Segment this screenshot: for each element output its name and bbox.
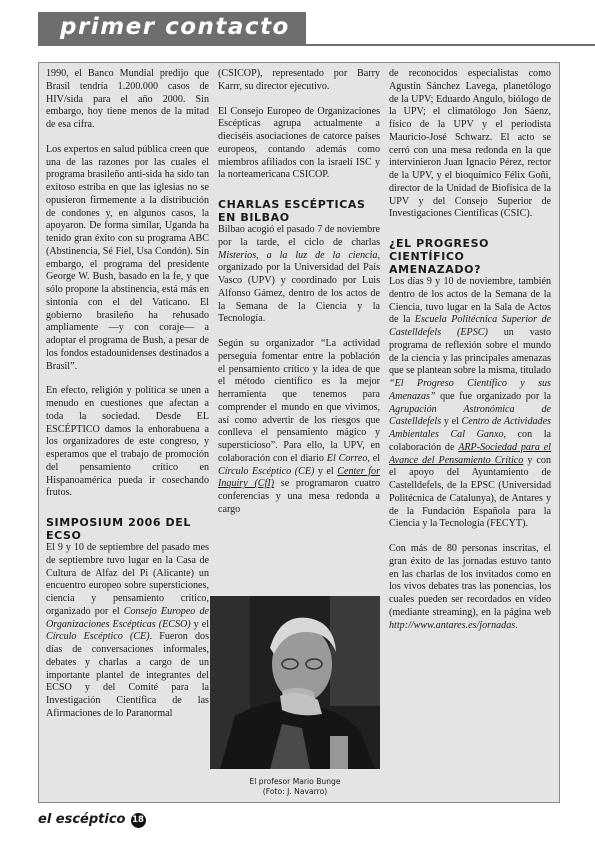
paragraph: Según su organizador “La actividad perseguía fomentar entre la población el pensamiento crítico y la idea de que el método científico es la mejor herramienta que tenemos para comprender el mundo en que vivimos, así como advertir de los riesgos que conlleva el pensamiento mágico y supersticioso”. Para ello, la UPV, en colaboración con el diario El Correo, el Círculo Escéptico (CE) y el Center for Inquiry (CfI) se programaron cuatro conferencias y una mesa redonda a cargo <box>218 338 380 515</box>
section-heading: CHARLAS ESCÉPTICAS EN BILBAO <box>218 198 366 224</box>
section-heading: SIMPOSIUM 2006 DEL ECSO <box>46 516 191 542</box>
paragraph: de reconocidos especialistas como Agustín Sánchez Lavega, planetólogo de la UPV; Eduardo Angulo, biólogo de la UPV; el climatólogo Jon Sáenz, físico de la UPV y el periodista Mauricio-José Schwarz. El acto se cerró con una mesa redonda en la que intervinieron Juan Ignacio Pérez, rector de la UPV, y el bioquímico Félix Goñi, director de la Unidad de Biofísica de la UPV y del Consejo Superior de Investigaciones Científicas (CSIC). <box>389 68 551 220</box>
portrait-illustration <box>210 596 380 769</box>
column-2 <box>218 68 380 517</box>
paragraph: (CSICOP), representado por Barry Karrr, su director ejecutivo. <box>218 68 380 92</box>
paragraph: En efecto, religión y política se unen a menudo en cuestiones que afectan a toda la sociedad. Desde EL ESCÉPTICO damos la enhorabuena a los organizadores de este congreso, y esperamos que el trabajo de promoción del pensamiento crítico en Hispanoamérica pueda ir cosechando frutos. <box>46 385 209 499</box>
caption-line: El profesor Mario Bunge <box>249 777 341 786</box>
paragraph: Con más de 80 personas inscritas, el gran éxito de las jornadas estuvo tanto en las charlas de los invitados como en los vivos debates tras las ponencias, los cuales pueden ser recordados en vídeo (mediante streaming), en la página web http://www.antares.es/jornadas. <box>389 543 551 631</box>
column-1 <box>46 68 209 721</box>
footer <box>38 812 146 828</box>
caption-credit: (Foto: J. Navarro) <box>262 787 328 796</box>
photo-caption <box>212 777 378 797</box>
section-heading: ¿EL PROGRESO CIENTÍFICO AMENAZADO? <box>389 237 490 276</box>
column-3 <box>389 68 551 632</box>
section-title: primer contacto <box>60 14 290 40</box>
header-rule <box>306 44 595 46</box>
paragraph: El 9 y 10 de septiembre del pasado mes de septiembre tuvo lugar en la Casa de Cultura de Alfaz del Pi (Alicante) un encuentro europeo sobre supersticiones, ciencia y pensamiento crítico, organizado por el Consejo Europeo de Organizaciones Escépticas (ECSO) y el Círculo Escéptico (CE). Fueron dos días de conversaciones informales, debates y charlas a cargo de un importante plantel de integrantes del ECSO y del Comité para la Investigación Científica de las Afirmaciones de lo Paranormal <box>46 542 210 719</box>
paragraph: Los días 9 y 10 de noviembre, también dentro de los actos de la Semana de la Ciencia, tuvo lugar en la Sala de Actos de la Escuela Politécnica Superior de Castelldefels (EPSC) un vasto programa de reflexión sobre el mundo de la ciencia y las principales amenazas que se plantean sobre la misma, titulado “El Progreso Científico y sus Amenazas” que fue organizado por la Agrupación Astronómica de Castelldefels y el Centro de Actividades Ambientales Cal Ganxo, con la colaboración de ARP-Sociedad para el Avance del Pensamiento Crítico y con el apoyo del Ayuntamiento de Castelldefels, de la EPSC (Universidad Politécnica de Catalunya), de Antares y de la Fundación Española para la Ciencia y la Tecnología (FECYT). <box>389 276 552 530</box>
photo-mario-bunge <box>210 596 380 769</box>
paragraph: Los expertos en salud pública creen que una de las razones por las cuales el programa brasileño anti-sida ha sido tan exitoso estriba en que las iglesias no se opusieron firmemente a la distribución de condones y, en algunos casos, la apoyaron. De forma similar, Uganda ha tenido gran éxito con su programa ABC (Abstinencia, Sé Fiel, Usa Condón). Sin embargo, el programa del presidente George W. Bush, basado en la fe, y que sólo propone la abstinencia, está más en sintonía con el del Vaticano. El gobierno brasileño ha rehusado ampliamente —y con coraje— a adoptar el programa de Bush, a pesar de los fondos estadounidenses destinados a Brasil”. <box>46 143 209 372</box>
paragraph: 1990, el Banco Mundial predijo que Brasil tendría 1.200.000 casos de HIV/sida para el año 2000. Sin embargo, hoy tiene menos de la mitad de esa cifra. <box>46 68 209 130</box>
magazine-name: el escéptico <box>38 812 126 827</box>
paragraph: Bilbao acogió el pasado 7 de noviembre por la tarde, el ciclo de charlas Misterios, a la luz de la ciencia, organizado por la Universidad del País Vasco (UPV) y coordinado por Luis Alfonso Gámez, dentro de los actos de la Semana de la Ciencia y la Tecnología. <box>218 224 381 325</box>
page-number: 18 <box>131 813 146 828</box>
paragraph: El Consejo Europeo de Organizaciones Escépticas agrupa actualmente a dieciséis asociaciones de catorce países europeos, contando además como miembros afiliados con la israelí ISC y la norteamericana CSICOP. <box>218 105 380 181</box>
